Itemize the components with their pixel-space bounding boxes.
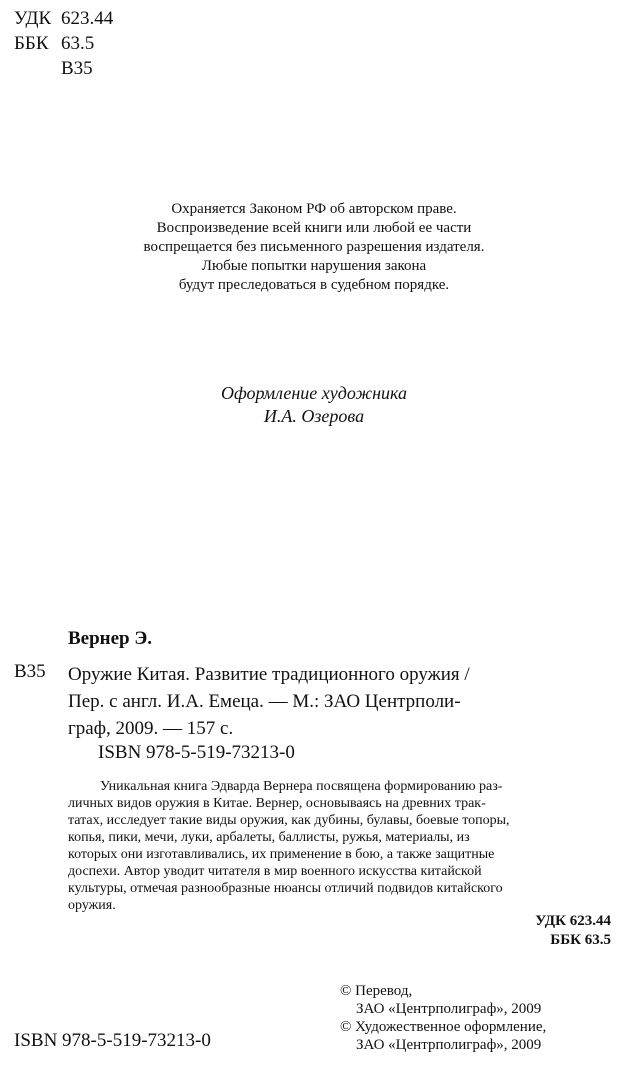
title-line-2: Пер. с англ. И.А. Емеца. — М.: ЗАО Центрполи- <box>68 691 461 712</box>
bottom-isbn: ISBN 978-5-519-73213-0 <box>14 1030 211 1051</box>
abstract-line: личных видов оружия в Китае. Вернер, основываясь на древних трак- <box>68 796 486 811</box>
abstract-line: Уникальная книга Эдварда Вернера посвящена формированию раз- <box>100 779 503 794</box>
catalog-author: Вернер Э. <box>68 628 153 649</box>
notice-line: Охраняется Законом РФ об авторском праве. <box>171 201 457 217</box>
right-classification-codes <box>535 912 611 950</box>
udk-label: УДК <box>14 8 52 29</box>
copyright-notice <box>0 200 628 295</box>
notice-line: Любые попытки нарушения закона <box>201 258 427 274</box>
notice-line: воспрещается без письменного разрешения издателя. <box>143 239 485 255</box>
author-code: В35 <box>61 58 93 79</box>
abstract-line: оружия. <box>68 898 116 913</box>
abstract-line: доспехи. Автор уводит читателя в мир военного искусства китайской <box>68 864 482 879</box>
copyright-design-holder: ЗАО «Центрполиграф», 2009 <box>356 1037 542 1053</box>
design-credit-line1: Оформление художника <box>220 383 408 403</box>
right-bbk: ББК 63.5 <box>550 932 611 948</box>
copyright-translation: © Перевод, <box>340 983 413 999</box>
copyright-design: © Художественное оформление, <box>340 1019 547 1035</box>
copyright-translation-holder: ЗАО «Центрполиграф», 2009 <box>356 1001 542 1017</box>
notice-line: будут преследоваться в судебном порядке. <box>178 277 450 293</box>
udk-value: 623.44 <box>61 8 114 29</box>
catalog-title <box>68 661 470 742</box>
catalog-code: В35 <box>14 661 46 682</box>
title-line-3: граф, 2009. — 157 с. <box>68 718 234 739</box>
udk-row <box>14 6 113 31</box>
design-credit-line2: И.А. Озерова <box>263 406 365 426</box>
catalog-isbn: ISBN 978-5-519-73213-0 <box>98 742 295 763</box>
bbk-label: ББК <box>14 33 49 54</box>
notice-line: Воспроизведение всей книги или любой ее части <box>156 220 472 236</box>
bbk-value: 63.5 <box>61 33 95 54</box>
title-line-1: Оружие Китая. Развитие традиционного оружия / <box>68 664 470 685</box>
abstract-line: культуры, отмечая разнообразные нюансы отличий подвидов китайского <box>68 881 503 896</box>
bbk-row <box>14 31 113 56</box>
right-udk: УДК 623.44 <box>535 913 611 929</box>
abstract-line: копья, пики, мечи, луки, арбалеты, баллисты, ружья, материалы, из <box>68 830 470 845</box>
book-abstract <box>68 778 611 914</box>
abstract-line: татах, исследует такие виды оружия, как дубины, булавы, боевые топоры, <box>68 813 510 828</box>
abstract-line: которых они изготавливались, их применение в бою, а также защитные <box>68 847 495 862</box>
design-credit <box>0 382 628 428</box>
copyright-holders <box>340 982 546 1054</box>
classification-codes <box>14 6 113 81</box>
